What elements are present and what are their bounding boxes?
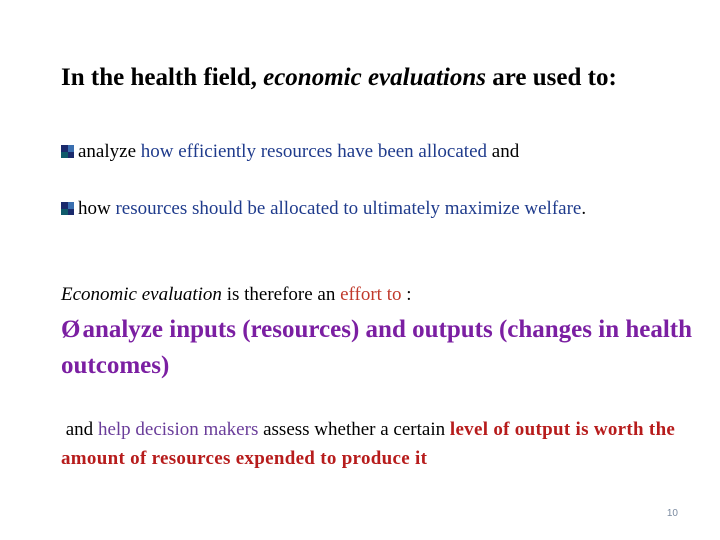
bullet-1-colored: how efficiently resources have been allocated	[140, 141, 488, 162]
bullet-2-colored: resources should be allocated to ultimately maximize welfare	[115, 198, 582, 219]
statement-colored: effort to	[340, 284, 402, 305]
title-part1: In the health field,	[61, 64, 264, 91]
bullet-item-1	[61, 137, 701, 166]
conclusion-lead: and	[65, 419, 98, 440]
slide-title	[61, 60, 681, 96]
bullet-2-lead: how	[78, 198, 116, 219]
bullet-1-lead: analyze	[78, 141, 141, 162]
page-number: 10	[666, 508, 678, 519]
statement-middle: is therefore an	[221, 284, 341, 305]
square-bullet-icon	[61, 202, 74, 215]
bullet-1-tail: and	[487, 141, 520, 162]
conclusion-colored: help decision makers	[97, 419, 259, 440]
statement-tail: :	[401, 284, 412, 305]
conclusion-paragraph	[61, 415, 681, 473]
bullet-item-2	[61, 194, 681, 223]
main-point-text: analyze inputs (resources) and outputs (changes in health outcomes)	[61, 316, 693, 379]
bullet-2-tail: .	[581, 198, 587, 219]
arrow-bullet-icon: Ø	[61, 316, 81, 343]
conclusion-middle: assess whether a certain	[258, 419, 450, 440]
main-point	[61, 312, 701, 384]
conclusion-bold-red: level of output is worth the amount of resources expended to produce it	[61, 419, 676, 469]
title-part2: are used to:	[486, 64, 617, 91]
statement-line	[61, 280, 701, 309]
title-italic: economic evaluations	[263, 64, 487, 91]
square-bullet-icon	[61, 145, 74, 158]
statement-italic: Economic evaluation	[61, 284, 222, 305]
